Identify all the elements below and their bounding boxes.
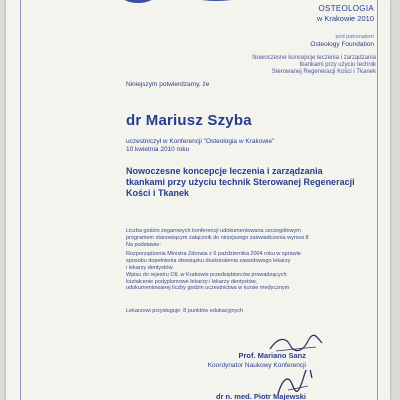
terms-line: i lekarzy dentystów. xyxy=(126,264,174,271)
recipient-name: dr Mariusz Szyba xyxy=(126,112,252,129)
subject-line: tkankami przy użyciu technik Sterowanej Regeneracji xyxy=(126,177,355,187)
terms-line: udokumentowanej liczby godzin uczestnictwa w kursie medycznym xyxy=(126,285,290,292)
header-place-date: w Krakowie 2010 xyxy=(316,14,374,23)
participation-statement xyxy=(126,138,274,154)
terms-line: Wpisu do rejestru OIL w Krakowie przedsiębiorców prowadzących xyxy=(126,271,287,278)
accreditation-terms xyxy=(126,228,341,292)
conference-subject xyxy=(126,166,366,199)
certificate-page xyxy=(6,0,390,400)
header-theme-line: Sterowanej Regeneracji Kości i Tkanek xyxy=(271,69,376,75)
certificate-lead: Niniejszym potwierdzamy, że xyxy=(126,81,210,88)
signatory-name-second: dr n. med. Piotr Majewski xyxy=(215,392,306,400)
header-theme-line: tkankami przy użyciu technik xyxy=(299,62,376,68)
terms-line: programem stanowiącym załącznik do niniejszego zaświadczenia wynosi 8 xyxy=(126,234,309,241)
subject-line: Kości i Tkanek xyxy=(126,188,190,198)
terms-line: Liczba godzin zegarowych konferencji udokumentowana szczegółowym xyxy=(126,228,301,234)
signatory-role-first: Koordynator Naukowy Konferencji xyxy=(207,362,306,369)
participation-date: 10 kwietnia 2010 roku xyxy=(126,146,190,153)
subject-line: Nowoczesne koncepcje leczenia i zarządzania xyxy=(126,166,323,176)
patronage-organization: Osteology Foundation xyxy=(310,41,374,48)
patronage-label: pod patronatem xyxy=(335,34,374,40)
signatory-name-first: Prof. Mariano Sanz xyxy=(238,351,306,360)
terms-line: Rozporządzenia Ministra Zdrowia z 6 października 2004 roku w sprawie xyxy=(126,251,301,258)
header-theme xyxy=(236,55,376,76)
header-title: OSTEOLOGIA xyxy=(318,4,374,13)
terms-line: sposobu dopełnienia obowiązku doskonalenia zawodowego lekarzy xyxy=(126,258,291,265)
participation-line: uczestniczył w Konferencji "Osteologia w Krakowie" xyxy=(126,138,275,145)
terms-line: kształcenie podyplomowe lekarzy i lekarzy dentystów, xyxy=(126,278,257,285)
education-points: Lekarzowi przysługuje: 8 punktów edukacyjnych xyxy=(126,308,244,314)
conference-logo xyxy=(116,0,266,10)
terms-line: Na podstawie: xyxy=(126,241,161,248)
header-theme-line: Nowoczesne koncepcje leczenia i zarządzania xyxy=(252,55,376,61)
